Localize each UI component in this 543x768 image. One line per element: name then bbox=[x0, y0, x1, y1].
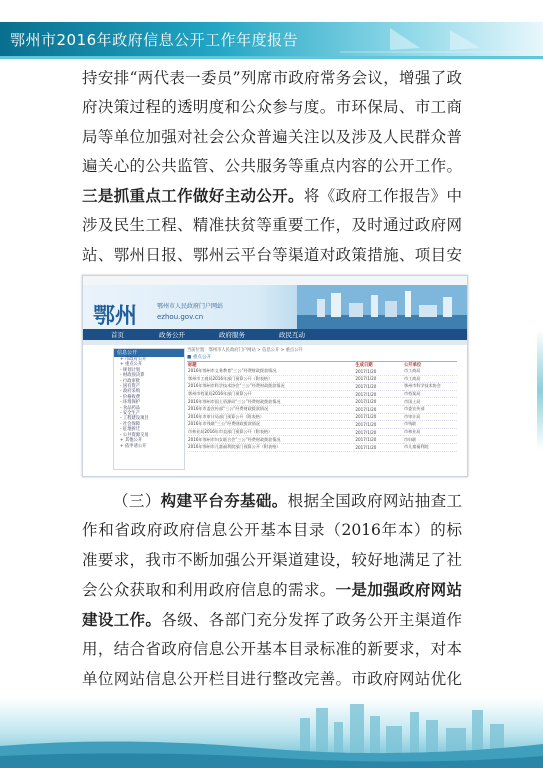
screenshot-main bbox=[187, 348, 457, 473]
row-date: 2017/1/20 bbox=[354, 405, 403, 413]
sidebar-item[interactable]: - 财政预决算 bbox=[120, 373, 145, 379]
row-title[interactable]: 2016年市残联“三公”经费财政拨款情况 bbox=[187, 421, 354, 429]
row-title[interactable]: 2016年市委宣传部“三公”经费财政拨款情况 bbox=[187, 405, 354, 413]
nav-item-gov-affairs: 政务公开 bbox=[159, 331, 185, 339]
table-row[interactable] bbox=[187, 428, 457, 436]
row-title[interactable]: 2016年市审计局部门预算公开（附表格） bbox=[187, 413, 354, 421]
table-row[interactable] bbox=[187, 421, 457, 429]
table-row[interactable] bbox=[187, 436, 457, 444]
row-title[interactable]: 2016年鄂州市儿童福利院部门预算公开（附表格） bbox=[187, 443, 354, 451]
city-skyline-icon bbox=[297, 285, 467, 329]
row-date: 2017/1/20 bbox=[354, 436, 403, 444]
row-unit: 市工商局 bbox=[403, 375, 457, 383]
sidebar-item[interactable]: - 食品药品 bbox=[120, 405, 141, 411]
row-title[interactable]: 2016年鄂州市妇女联合会“三公”经费财政拨款情况 bbox=[187, 436, 354, 444]
row-unit: 市妇联 bbox=[403, 436, 457, 444]
row-date: 2017/1/20 bbox=[354, 375, 403, 383]
page-header bbox=[0, 0, 543, 60]
site-name: 鄂州市人民政府门户网站 bbox=[157, 303, 224, 310]
row-title[interactable]: 市林业局2016年市直部门预算公开（附表格） bbox=[187, 428, 354, 436]
paragraph-1 bbox=[82, 64, 462, 299]
site-domain: ezhou.gov.cn bbox=[157, 313, 204, 321]
sidebar-item[interactable]: - 价格收费 bbox=[120, 394, 141, 400]
nav-item-interaction: 政民互动 bbox=[279, 331, 305, 339]
screenshot-sidebar bbox=[113, 348, 185, 470]
sidebar-item[interactable]: - 征地拆迁 bbox=[120, 427, 141, 433]
sidebar-item[interactable]: - 行政审批 bbox=[120, 378, 141, 384]
paragraph-2-bold-heading: 构建平台夯基础。 bbox=[160, 491, 288, 510]
paragraph-1-text-a: 持安排“两代表一委员”列席市政府常务会议，增强了政府决策过程的透明度和公众参与度。市环保局、市工商局等单位加强对社会公众普遍关注以及涉及人民群众普遍关心的公共监管、公共服务等重点内容的公开工作。 bbox=[82, 69, 462, 175]
column-header-title: 标题 bbox=[188, 363, 197, 368]
disclosure-table bbox=[187, 362, 457, 452]
table-row[interactable] bbox=[187, 383, 457, 391]
sidebar-item[interactable]: - 环境保护 bbox=[120, 400, 141, 406]
sidebar-item[interactable]: + 依申请公开 bbox=[120, 443, 147, 449]
table-row[interactable] bbox=[187, 443, 457, 451]
sidebar-item[interactable]: + 其他公开 bbox=[120, 438, 143, 444]
sidebar-item[interactable]: - 工程建设项目 bbox=[120, 416, 149, 422]
paragraph-1-text-b: 将《政府工作报告》中涉及民生工程、精准扶贫等重要工作，及时通过政府网站、鄂州日报、鄂州云平台等渠道对政策措施、项目安 bbox=[82, 187, 462, 264]
sidebar-item[interactable]: - 安全生产 bbox=[120, 411, 141, 417]
row-unit: 市工商局 bbox=[403, 368, 457, 375]
nav-item-home: 首页 bbox=[111, 331, 124, 339]
row-title[interactable]: 鄂州市工商局2016年部门预算公开（附表格） bbox=[187, 375, 354, 383]
screenshot-nav bbox=[83, 329, 467, 340]
breadcrumb: 当前位置：鄂州市人民政府门户网站 > 信息公开 > 重点公开 bbox=[187, 348, 303, 353]
table-row[interactable] bbox=[187, 405, 457, 413]
sidebar-heading: 信息公开 bbox=[114, 349, 184, 357]
paragraph-1-bold-heading: 三是抓重点工作做好主动公开。 bbox=[82, 186, 304, 206]
row-date: 2017/1/20 bbox=[354, 421, 403, 429]
sidebar-item[interactable]: - 社会保障 bbox=[120, 421, 141, 427]
table-row[interactable] bbox=[187, 375, 457, 383]
sidebar-item[interactable]: + 重点公开 bbox=[120, 362, 143, 368]
side-decoration bbox=[537, 330, 543, 450]
row-unit: 市国土局 bbox=[403, 398, 457, 406]
paragraph-2-bold-subheading: 一是加强政府网站建设工作。 bbox=[82, 579, 462, 630]
column-header-unit: 公开单位 bbox=[403, 363, 422, 368]
row-title[interactable]: 2016年鄂州市义务教育“三公”经费财政拨款情况 bbox=[187, 368, 354, 375]
sidebar-item[interactable]: - 政府采购 bbox=[120, 389, 141, 395]
row-date: 2017/1/20 bbox=[354, 443, 403, 451]
sidebar-item[interactable]: - 公共资源交易 bbox=[120, 432, 149, 438]
sail-decoration-icon bbox=[330, 24, 530, 54]
city-skyline-footer-icon bbox=[0, 698, 543, 768]
table-row[interactable] bbox=[187, 368, 457, 375]
sidebar-item[interactable]: - 规划计划 bbox=[120, 367, 141, 373]
row-unit: 市残联 bbox=[403, 421, 457, 429]
row-unit: 市审计局 bbox=[403, 413, 457, 421]
row-unit: 市儿童福利院 bbox=[403, 443, 457, 451]
sidebar-item[interactable]: + 市政府公开 bbox=[120, 357, 147, 362]
row-date: 2017/1/20 bbox=[354, 428, 403, 436]
website-screenshot bbox=[82, 275, 468, 477]
row-date: 2017/1/20 bbox=[354, 413, 403, 421]
section-heading: ■ 重点公开 bbox=[187, 354, 457, 362]
screenshot-subbar bbox=[83, 340, 467, 345]
row-unit: 市档案局 bbox=[403, 390, 457, 398]
table-row[interactable] bbox=[187, 398, 457, 406]
row-date: 2017/1/20 bbox=[354, 398, 403, 406]
row-title[interactable]: 2016年鄂州市国土资源局“三公”经费财政拨款情况 bbox=[187, 398, 354, 406]
row-title[interactable]: 2016年鄂州市科学技术协会“三公”经费财政拨款情况 bbox=[187, 383, 354, 391]
row-date: 2017/1/20 bbox=[354, 390, 403, 398]
table-row[interactable] bbox=[187, 413, 457, 421]
row-title[interactable]: 鄂州市档案局2016年部门预算公开 bbox=[187, 390, 354, 398]
paragraph-2-text-a: （三） bbox=[113, 492, 161, 510]
report-title: 鄂州市2016年政府信息公开工作年度报告 bbox=[10, 31, 299, 49]
paragraph-2-text-c: 各级、各部门充分发挥了政务公开主渠道作用，结合省政府信息公开基本目录标准的新要求，对本单位网站信息公开栏目进行整改完善。市政府网站优化 bbox=[82, 611, 462, 688]
row-unit: 市委宣传部 bbox=[403, 405, 457, 413]
header-stripe bbox=[0, 56, 543, 59]
column-header-date: 生成日期 bbox=[355, 363, 373, 368]
paragraph-2-text-b: 根据全国政府网站抽查工作和省政府政府信息公开基本目录（2016年本）的标准要求，我市不断加强公开渠道建设，较好地满足了社会公众获取和利用政府信息的需求。 bbox=[82, 492, 462, 599]
nav-item-gov-service: 政府服务 bbox=[219, 331, 245, 339]
row-unit: 市林业局 bbox=[403, 428, 457, 436]
row-date: 2017/1/20 bbox=[354, 368, 403, 375]
sidebar-item[interactable]: - 国有资产 bbox=[120, 384, 141, 390]
table-row[interactable] bbox=[187, 390, 457, 398]
sidebar-list bbox=[114, 357, 184, 449]
row-date: 2017/1/20 bbox=[354, 383, 403, 391]
row-unit: 鄂州市科学技术协会 bbox=[403, 383, 457, 391]
site-logo: 鄂州 bbox=[93, 304, 138, 329]
